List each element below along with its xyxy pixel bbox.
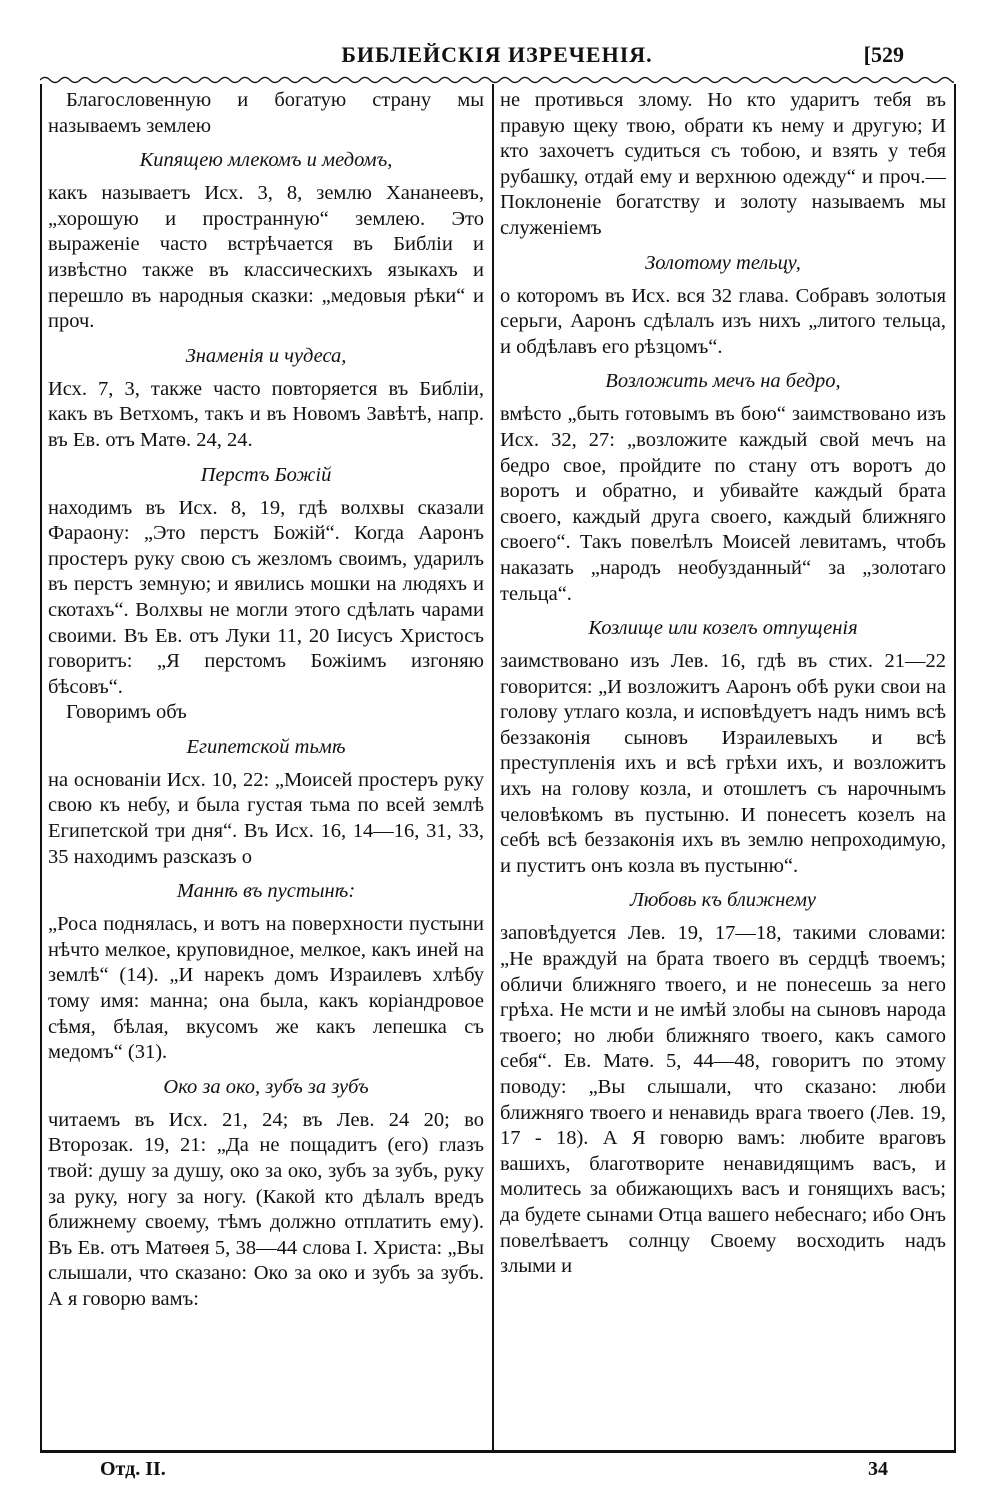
page-footer — [0, 1458, 1000, 1488]
paragraph: Благословенную и богатую страну мы называемъ землею — [48, 89, 484, 137]
paragraph: какъ называетъ Исх. 3, 8, землю Хананеевъ, „хорошую и пространную“ землею. Это выраженіе часто встрѣчается въ Библіи и извѣстно также въ классическихъ языкахъ и перешло въ народныя сказки: „медовыя рѣки“ и проч. — [48, 182, 484, 333]
section-heading: Кипящею млекомъ и медомъ, — [139, 149, 393, 172]
paragraph: находимъ въ Исх. 8, 19, гдѣ волхвы сказали Фараону: „Это перстъ Божій“. Когда Ааронъ простеръ руку свою съ жезломъ своимъ, ударилъ въ перстъ земную; и явились мошки на людяхъ и скотахъ“. Волхвы не могли этого сдѣлать чарами своими. Въ Ев. отъ Луки 11, 20 Іисусъ Христосъ говоритъ: „Я перстомъ Божіимъ изгоняю бѣсовъ“. — [48, 496, 484, 698]
sheet-signature: 34 — [868, 1458, 888, 1480]
section-heading: Перстъ Божій — [200, 463, 332, 486]
page-number: [529 — [863, 42, 904, 67]
running-header — [40, 40, 954, 76]
section-heading: Золотому тельцу, — [645, 251, 801, 274]
section-heading: Любовь къ ближнему — [629, 889, 817, 912]
section-heading: Знаменія и чудеса, — [185, 344, 347, 367]
paragraph: заимствовано изъ Лев. 16, гдѣ въ стих. 21—22 говорится: „И возложитъ Ааронъ обѣ руки свои на голову утлаго козла, и исповѣдуетъ надъ нимъ всѣ беззаконія сыновъ Израилевыхъ и всѣ преступленія ихъ и всѣ грѣхи ихъ, и возложитъ ихъ на голову козла, и отошлетъ съ нарочнымъ человѣкомъ въ пустыню. И понесетъ козелъ на себѣ всѣ беззаконія ихъ въ землю непроходимую, и пуститъ онъ козла въ пустыню“. — [500, 650, 946, 877]
paragraph: „Роса поднялась, и вотъ на поверхности пустыни нѣчто мелкое, круповидное, мелкое, какъ иней на землѣ“ (14). „И нарекъ домъ Израилевъ хлѣбу тому имя: манна; она была, какъ коріандровое сѣмя, бѣлая, вкусомъ же какъ лепешка съ медомъ“ (31). — [48, 913, 484, 1064]
section-heading: Маннѣ въ пустынѣ: — [176, 880, 356, 903]
paragraph: вмѣсто „быть готовымъ въ бою“ заимствовано изъ Исх. 32, 27: „возложите каждый свой мечъ на бедро свое, пройдите по стану отъ воротъ до воротъ и обратно, и убивайте каждый брата своего, каждый друга своего, каждый ближняго своего“. Такъ повелѣлъ Моисей левитамъ, чтобъ наказать „народъ необузданный“ за „золотаго тельца“. — [500, 403, 946, 605]
section-heading: Возложить мечъ на бедро, — [605, 370, 841, 393]
page-title: БИБЛЕЙСКІЯ ИЗРЕЧЕНІЯ. — [341, 42, 653, 67]
paragraph: не противься злому. Но кто ударитъ тебя въ правую щеку твою, обрати къ нему и другую; И кто захочетъ судиться съ тобою, и взять у тебя рубашку, отдай ему и верхнюю одежду“ и проч.—Поклоненіе богатству и золоту называемъ мы служеніемъ — [500, 89, 946, 239]
paragraph: на основаніи Исх. 10, 22: „Моисей простеръ руку свою къ небу, и была густая тьма по всей землѣ Египетской три дня“. Въ Исх. 16, 14—16, 31, 33, 35 находимъ разсказъ о — [48, 768, 484, 868]
section-heading: Око за око, зубъ за зубъ — [163, 1075, 369, 1098]
paragraph: заповѣдуется Лев. 19, 17—18, такими словами: „Не враждуй на брата твоего въ сердцѣ твоемъ; обличи ближняго твоего, и не понесешь за него грѣха. Не мсти и не имѣй злобы на сыновъ народа твоего; но люби ближняго твоего, какъ самого себя“. Ев. Матѳ. 5, 44—48, говоритъ по этому поводу: „Вы слышали, что сказано: люби ближняго твоего и ненавидь врага твоего (Лев. 19, 17 - 18). А Я говорю вамъ: любите враговъ вашихъ, благотворите ненавидящимъ васъ, и молитесь за обижающихъ васъ и гонящихъ васъ; да будете сынами Отца вашего небеснаго; ибо Онъ повелѣваетъ солнцу Своему восходить надъ злыми и — [500, 922, 946, 1278]
right-column — [500, 88, 946, 1444]
section-mark: Отд. II. — [100, 1458, 166, 1480]
paragraph: Говоримъ объ — [66, 701, 187, 724]
paragraph: читаемъ въ Исх. 21, 24; въ Лев. 24 20; во Второзак. 19, 21: „Да не пощадитъ (его) глазъ твой: душу за душу, око за око, зубъ за зубъ, руку за руку, ногу за ногу. (Какой кто дѣлалъ вредъ ближнему своему, тѣмъ должно отплатить ему). Въ Ев. отъ Матѳея 5, 38—44 слова І. Христа: „Вы слышали, что сказано: Око за око и зубъ за зубъ. А я говорю вамъ: — [48, 1108, 484, 1310]
column-divider — [492, 84, 494, 1450]
paragraph: о которомъ въ Исх. вся 32 глава. Собравъ золотыя серьги, Ааронъ сдѣлалъ изъ нихъ „литого тельца, и обдѣлавъ его рѣзцомъ“. — [500, 284, 946, 358]
section-heading: Козлище или козелъ отпущенія — [588, 617, 858, 640]
left-column — [48, 88, 484, 1444]
paragraph: Исх. 7, 3, также часто повторяется въ Библіи, какъ въ Ветхомъ, такъ и въ Новомъ Завѣтѣ, напр. въ Ев. отъ Матѳ. 24, 24. — [48, 377, 484, 451]
section-heading: Египетской тьмѣ — [186, 735, 346, 758]
